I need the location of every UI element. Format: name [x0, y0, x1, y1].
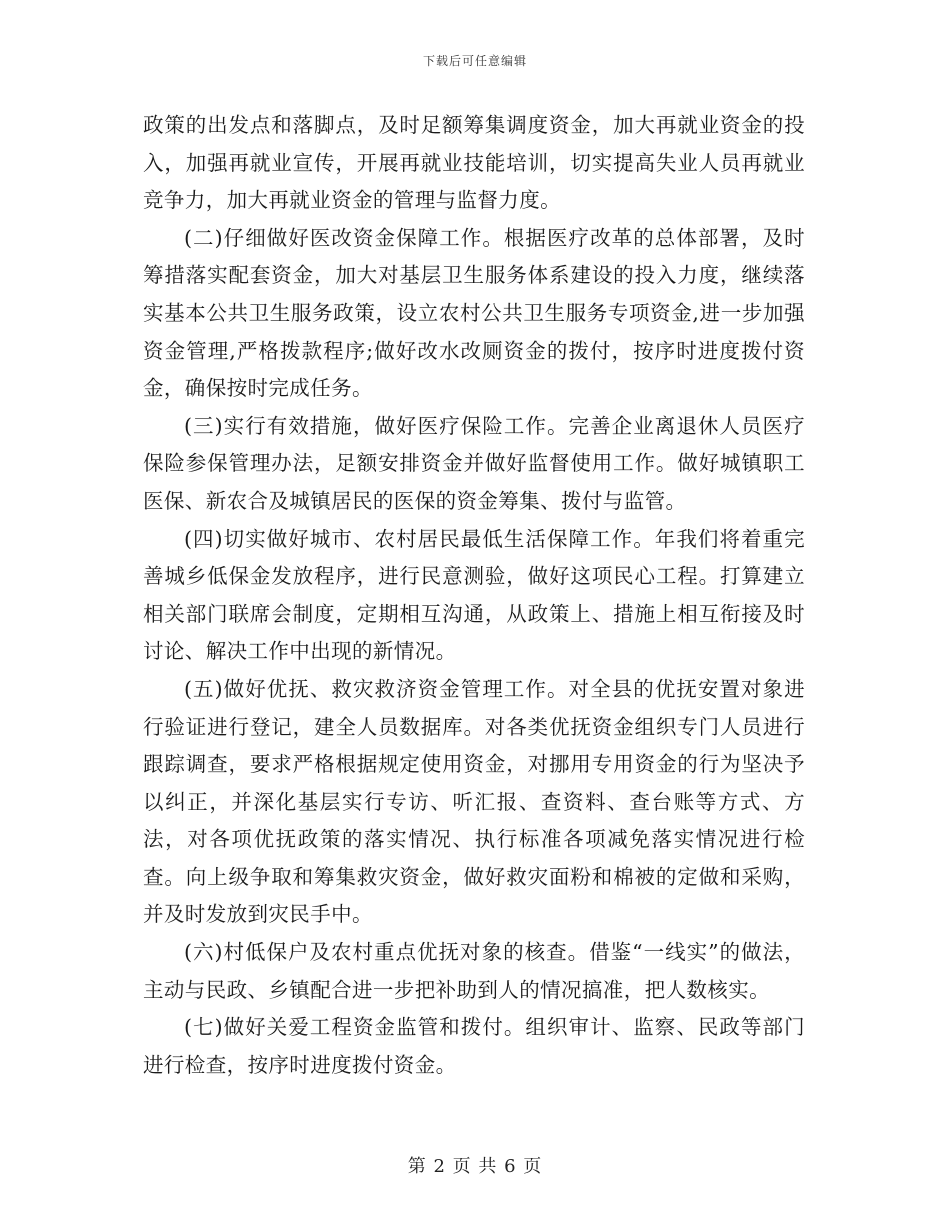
paragraph-care-project-funds: (七)做好关爱工程资金监管和拨付。组织审计、监察、民政等部门进行检查，按序时进度拨付资金。 [143, 1015, 805, 1077]
paragraph-minimum-living-security: (四)切实做好城市、农村居民最低生活保障工作。年我们将着重完善城乡低保金发放程序，进行民意测验，做好这项民心工程。打算建立相关部门联席会制度，定期相互沟通，从政策上、措施上相互衔接及时讨论、解决工作中出现的新情况。 [143, 526, 805, 664]
paragraph-medical-insurance: (三)实行有效措施，做好医疗保险工作。完善企业离退休人员医疗保险参保管理办法，足额安排资金并做好监督使用工作。做好城镇职工医保、新农合及城镇居民的医保的资金筹集、拨付与监管。 [143, 413, 805, 513]
paragraph-rural-verification: (六)村低保户及农村重点优抚对象的核查。借鉴“一线实”的做法，主动与民政、乡镇配合进一步把补助到人的情况搞准，把人数核实。 [143, 940, 805, 1002]
document-body [143, 107, 805, 1084]
page-number-footer: 第 2 页 共 6 页 [407, 1156, 543, 1177]
page-header: 下载后可任意编辑 [422, 54, 527, 68]
paragraph-disaster-relief-funds: (五)做好优抚、救灾救济资金管理工作。对全县的优抚安置对象进行验证进行登记，建全人员数据库。对各类优抚资金组织专门人员进行跟踪调查，要求严格根据规定使用资金，对挪用专用资金的行为坚决予以纠正，并深化基层实行专访、听汇报、查资料、查台账等方式、方法，对各项优抚政策的落实情况、执行标准各项减免落实情况进行检查。向上级争取和筹集救灾资金，做好救灾面粉和棉被的定做和采购，并及时发放到灾民手中。 [143, 676, 805, 927]
paragraph-employment-funds: 政策的出发点和落脚点，及时足额筹集调度资金，加大再就业资金的投入，加强再就业宣传，开展再就业技能培训，切实提高失业人员再就业竞争力，加大再就业资金的管理与监督力度。 [143, 113, 805, 213]
paragraph-medical-reform-funds: (二)仔细做好医改资金保障工作。根据医疗改革的总体部署，及时筹措落实配套资金，加大对基层卫生服务体系建设的投入力度，继续落实基本公共卫生服务政策，设立农村公共卫生服务专项资金,进一步加强资金管理,严格拨款程序;做好改水改厕资金的拨付，按序时进度拨付资金，确保按时完成任务。 [143, 225, 805, 401]
